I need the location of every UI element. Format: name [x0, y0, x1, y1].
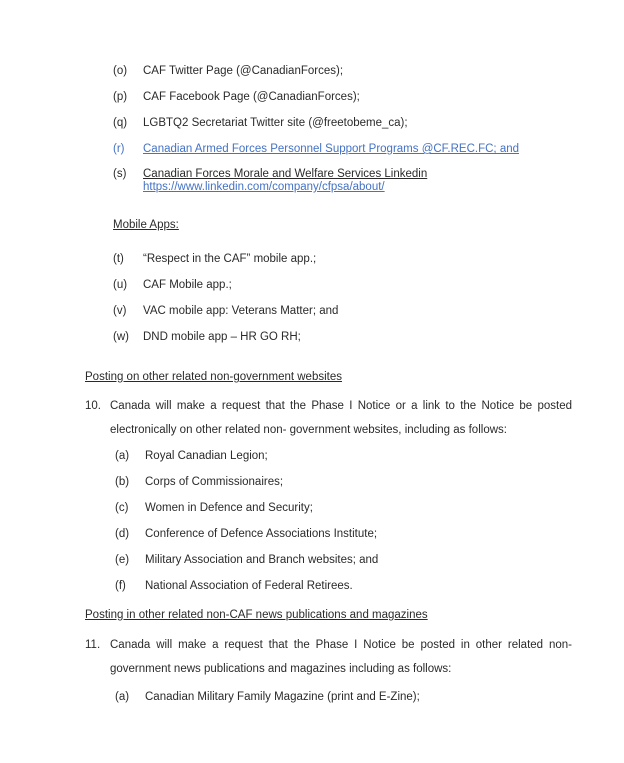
list-item: [115, 579, 624, 594]
list-item-text: DND mobile app – HR GO RH;: [143, 331, 301, 343]
list-item-text: CAF Twitter Page (@CanadianForces);: [143, 65, 344, 77]
list-item-text: Corps of Commissionaires;: [145, 476, 284, 488]
list-item-marker: (e): [115, 554, 130, 566]
list-item: [115, 527, 624, 542]
paragraph-line: electronically on other related non- government websites, including as follows:: [110, 424, 507, 436]
list-item: [113, 330, 624, 345]
list-item: [115, 449, 624, 464]
paragraph-number: 10.: [85, 400, 101, 412]
paragraph-line: government news publications and magazines including as follows:: [110, 663, 452, 675]
list-item: [113, 278, 624, 293]
list-item-text: National Association of Federal Retirees.: [145, 580, 353, 592]
list-item: [115, 690, 624, 705]
list-item: [115, 553, 624, 568]
list-item: [113, 304, 624, 319]
list-item-text: “Respect in the CAF” mobile app.;: [143, 253, 317, 265]
section-heading-mobile-apps: Mobile Apps:: [113, 219, 179, 231]
list-item: [115, 475, 624, 490]
list-item-marker: (f): [115, 580, 126, 592]
paragraph-number: 11.: [85, 639, 101, 651]
list-item-text: Canadian Military Family Magazine (print and E-Zine);: [145, 691, 420, 703]
list-item: [115, 501, 624, 516]
list-item-marker: (p): [113, 91, 128, 103]
list-item-marker: (d): [115, 528, 130, 540]
list-item-marker: (a): [115, 450, 130, 462]
list-item-marker: (t): [113, 253, 124, 265]
paragraph-text: [110, 394, 572, 442]
numbered-paragraph: [85, 394, 624, 442]
section-heading-websites: Posting on other related non-government websites: [85, 371, 342, 383]
list-item-marker: (r): [113, 143, 125, 155]
list-item-text: CAF Facebook Page (@CanadianForces);: [143, 91, 360, 103]
paragraph-line: Canada will make a request that the Phase I Notice or a link to the Notice be posted: [110, 400, 572, 412]
list-item-text: Canadian Forces Morale and Welfare Services Linkedin: [143, 168, 428, 180]
list-item-text: Military Association and Branch websites; and: [145, 554, 379, 566]
list-item-marker: (s): [113, 168, 127, 180]
hyperlink[interactable]: Canadian Armed Forces Personnel Support Programs @CF.REC.FC; and: [143, 143, 520, 155]
list-item-marker: (c): [115, 502, 129, 514]
list-item: [113, 252, 624, 267]
section-heading-publications: Posting in other related non-CAF news publications and magazines: [85, 609, 428, 621]
list-item-marker: (q): [113, 117, 128, 129]
list-item-marker: (u): [113, 279, 128, 291]
list-item-text: Women in Defence and Security;: [145, 502, 313, 514]
list-item-text: Royal Canadian Legion;: [145, 450, 268, 462]
list-item: [113, 168, 624, 194]
list-item-text: CAF Mobile app.;: [143, 279, 232, 291]
list-item-text: [143, 168, 624, 194]
list-item: [113, 64, 624, 79]
paragraph-line: Canada will make a request that the Phase I Notice be posted in other related non-: [110, 639, 572, 651]
list-item: [113, 116, 624, 131]
list-item-text: VAC mobile app: Veterans Matter; and: [143, 305, 339, 317]
list-item-marker: (a): [115, 691, 130, 703]
list-item-marker: (b): [115, 476, 130, 488]
list-item-text: LGBTQ2 Secretariat Twitter site (@freetobeme_ca);: [143, 117, 408, 129]
list-item-marker: (w): [113, 331, 129, 343]
list-item-marker: (o): [113, 65, 128, 77]
list-item-marker: (v): [113, 305, 127, 317]
list-item: [113, 90, 624, 105]
list-item-text: Conference of Defence Associations Institute;: [145, 528, 378, 540]
numbered-paragraph: [85, 633, 624, 681]
paragraph-text: [110, 633, 572, 681]
hyperlink[interactable]: https://www.linkedin.com/company/cfpsa/about/: [143, 181, 385, 193]
list-item: [113, 142, 624, 157]
